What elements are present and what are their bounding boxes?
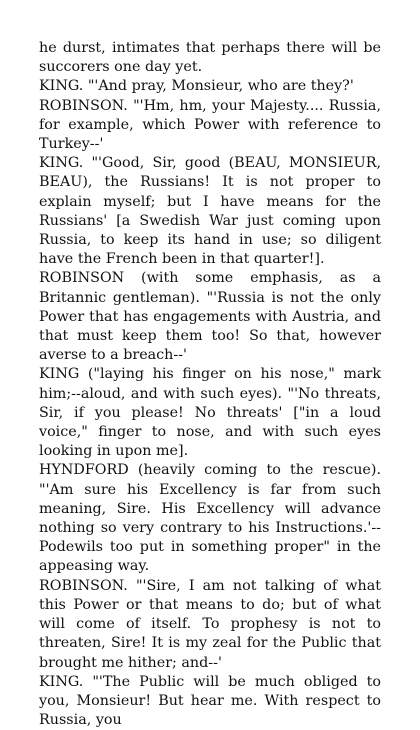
- document-page: [39, 39, 381, 730]
- paragraph-robinson-emphasis: ROBINSON (with some emphasis, as a Britannic gentleman). "'Russia is not the only Power that has engagements with Austria, and that must keep them too! So that, however averse to a breach--': [39, 270, 381, 364]
- paragraph-king-no-threats: KING ("laying his finger on his nose," mark him;--aloud, and with such eyes). "'No threats, Sir, if you please! No threats' ["in a loud voice," finger to nose, and with such eyes looking in upon me].: [39, 366, 381, 460]
- paragraph-robinson-prophesy: ROBINSON. "'Sire, I am not talking of what this Power or that means to do; but of what will come of itself. To prophesy is not to threaten, Sire! It is my zeal for the Public that brought me hither; and--': [39, 577, 381, 671]
- paragraph-king-russians: KING. "'Good, Sir, good (BEAU, MONSIEUR, BEAU), the Russians! It is not proper to explain myself; but I have means for the Russians' [a Swedish War just coming upon Russia, to keep its hand in use; so diligent have the French been in that quarter!].: [39, 155, 381, 268]
- paragraph-continuation: he durst, intimates that perhaps there will be succorers one day yet.: [39, 40, 381, 76]
- paragraph-hyndford-rescue: HYNDFORD (heavily coming to the rescue). "'Am sure his Excellency is far from such meaning, Sire. His Excellency will advance nothing so very contrary to his Instructions.'--Podewils too put in something proper" in the appeasing way.: [39, 462, 381, 575]
- paragraph-king-question: KING. "'And pray, Monsieur, who are they?': [39, 78, 354, 95]
- paragraph-robinson-russia: ROBINSON. "'Hm, hm, your Majesty.... Russia, for example, which Power with reference to Turkey--': [39, 97, 381, 153]
- paragraph-king-public: KING. "'The Public will be much obliged to you, Monsieur! But hear me. With respect to Russia, you: [39, 673, 381, 729]
